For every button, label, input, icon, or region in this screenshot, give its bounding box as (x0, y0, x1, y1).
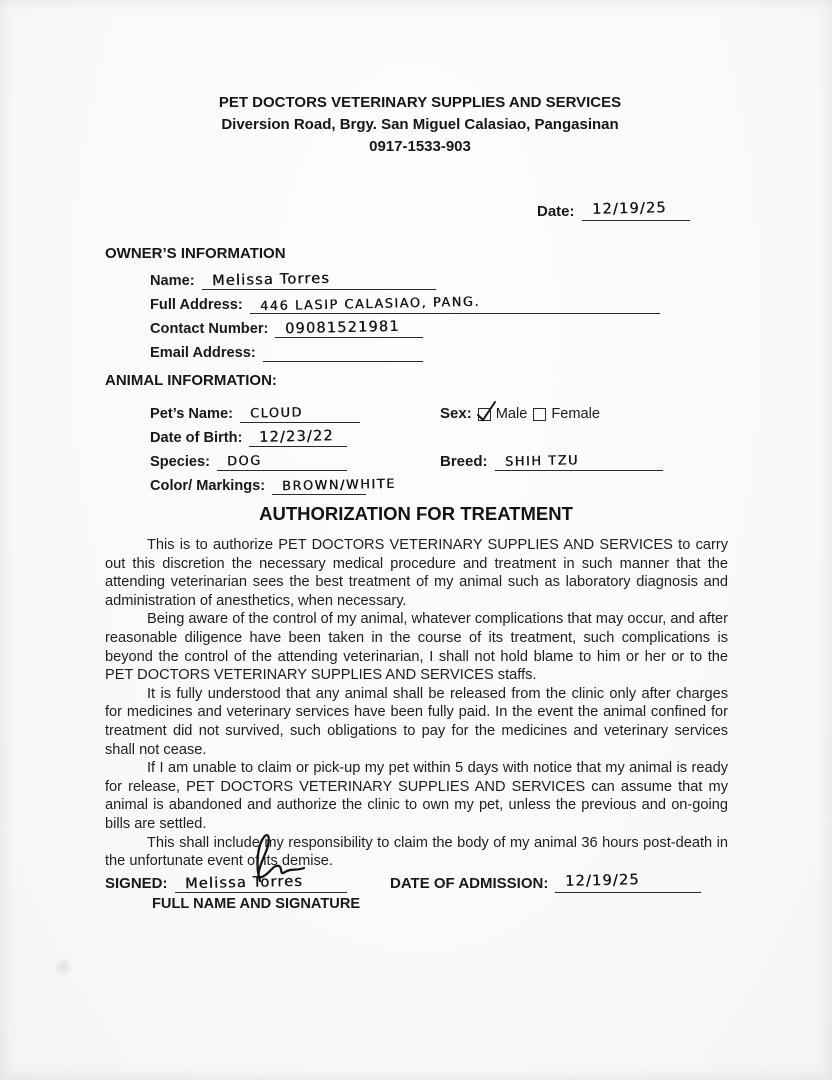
breed-line (495, 450, 663, 471)
admission-date-handwriting: 12/19/25 (565, 872, 641, 890)
admission-date-field (390, 869, 701, 893)
sex-label: Sex: (440, 405, 472, 422)
breed-field (440, 447, 663, 471)
authorization-title: AUTHORIZATION FOR TREATMENT (259, 503, 573, 524)
animal-fields-left (150, 399, 397, 495)
birth-date-line (249, 426, 347, 447)
signed-label: SIGNED: (105, 875, 168, 892)
breed-label: Breed: (440, 453, 488, 470)
owner-address-label: Full Address: (150, 297, 243, 313)
female-checkbox (533, 408, 546, 421)
birth-date-label: Date of Birth: (150, 430, 243, 446)
signed-name-handwriting: Melissa Torres (184, 873, 303, 893)
species-label: Species: (150, 454, 211, 470)
clinic-address: Diversion Road, Brgy. San Miguel Calasiao, Pangasinan (221, 116, 619, 133)
color-markings-line (272, 474, 397, 495)
owner-contact-label: Contact Number: (150, 321, 269, 337)
sex-field (440, 399, 600, 423)
owner-address-row (150, 290, 660, 314)
authorization-body (105, 536, 728, 871)
pet-name-handwriting: CLOUD (249, 405, 304, 422)
authorization-paragraph: It is fully understood that any animal shall be released from the clinic only after charges for medicines and veterinary services have been fully paid. In the event the animal confined for treatment did not survived, such obligations to pay for the medicines and veterinary services shall not cease. (105, 685, 728, 758)
date-line (582, 200, 690, 221)
birth-date-row (150, 423, 366, 447)
admission-date-line (555, 872, 701, 893)
authorization-paragraph: This is to authorize PET DOCTORS VETERINARY SUPPLIES AND SERVICES to carry out this discretion the necessary medical procedure and treatment in such manner that the attending veterinarian sees the best treatment of my animal such as laboratory diagnosis and administration of anesthetics, when necessary. (105, 537, 728, 609)
signed-line (175, 872, 347, 893)
pet-name-row (150, 399, 366, 423)
color-markings-label: Color/ Markings: (150, 478, 266, 494)
signature-caption: FULL NAME AND SIGNATURE (152, 896, 361, 912)
owner-contact-row (150, 314, 660, 338)
male-checkbox (478, 408, 491, 421)
male-option-label: Male (495, 406, 528, 422)
owner-name-row (150, 266, 660, 290)
species-row (150, 447, 366, 471)
clinic-header (0, 92, 832, 158)
female-option-label: Female (551, 406, 600, 422)
color-markings-handwriting: BROWN/WHITE (281, 476, 397, 495)
clinic-name: PET DOCTORS VETERINARY SUPPLIES AND SERVICES (218, 94, 622, 111)
owner-email-row (150, 338, 660, 362)
owner-name-label: Name: (150, 273, 195, 289)
authorization-paragraph: If I am unable to claim or pick-up my pet within 5 days with notice that my animal is ready for release, PET DOCTORS VETERINARY SUPPLIES AND SERVICES can assume that my animal is abandoned and authorize the clinic to own my pet, unless the previous and on-going bills are settled. (105, 760, 728, 832)
owner-address-handwriting: 446 LASIP CALASIAO, PANG. (259, 294, 480, 315)
owner-name-handwriting: Melissa Torres (211, 270, 330, 290)
admission-date-label: DATE OF ADMISSION: (390, 875, 549, 892)
owner-email-label: Email Address: (150, 345, 256, 361)
male-check-icon (475, 400, 499, 422)
date-handwriting: 12/19/25 (591, 200, 667, 218)
date-field (537, 197, 690, 221)
pet-name-label: Pet’s Name: (150, 406, 234, 422)
owner-address-line (250, 293, 660, 314)
authorization-paragraph: Being aware of the control of my animal, whatever complications that may occur, and after reasonable diligence have been taken in the course of its treatment, such complications is beyond the control of the attending veterinarian, I shall not hold blame to him or her or to the PET DOCTORS VETERINARY SUPPLIES AND SERVICES staffs. (105, 611, 728, 684)
date-label: Date: (537, 203, 575, 220)
signed-field (105, 869, 347, 893)
birth-date-handwriting: 12/23/22 (259, 428, 335, 446)
color-markings-row (150, 471, 397, 495)
owner-fields (150, 266, 660, 362)
owner-name-line (202, 269, 436, 290)
authorization-paragraph: This shall include my responsibility to claim the body of my animal 36 hours post-death in the unfortunate event of its demise. (105, 834, 728, 870)
species-line (217, 450, 347, 471)
pet-name-line (240, 402, 360, 423)
owner-section-title: OWNER’S INFORMATION (105, 245, 286, 262)
species-handwriting: DOG (226, 453, 262, 470)
owner-contact-handwriting: 09081521981 (285, 318, 401, 338)
clinic-phone: 0917-1533-903 (369, 138, 471, 155)
owner-email-line (263, 341, 423, 362)
breed-handwriting: SHIH TZU (504, 453, 579, 470)
owner-contact-line (275, 317, 423, 338)
animal-section-title: ANIMAL INFORMATION: (105, 372, 277, 389)
